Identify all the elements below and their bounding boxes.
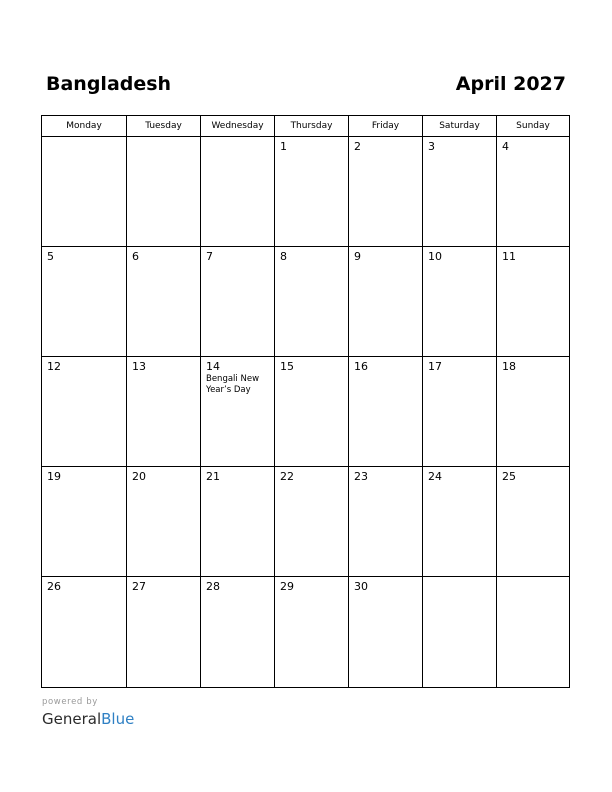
day-cell [201,577,275,687]
day-number: 30 [354,580,368,593]
weekday-header-sunday: Sunday [497,116,569,137]
generalblue-logo[interactable] [42,708,134,730]
day-cell [201,247,275,357]
day-number: 23 [354,470,368,483]
month-year-title: April 2027 [455,73,566,95]
brand-name-blue: Blue [101,710,135,728]
day-cell [275,577,349,687]
calendar-header [46,72,566,98]
day-number: 15 [280,360,294,373]
day-number: 9 [354,250,361,263]
day-cell [423,137,497,247]
day-cell [42,467,127,577]
day-number: 6 [132,250,139,263]
day-cell [42,137,127,247]
day-number: 25 [502,470,516,483]
day-cell [349,357,423,467]
day-number: 1 [280,140,287,153]
day-number: 5 [47,250,54,263]
day-number: 4 [502,140,509,153]
brand-name-general: General [42,710,102,728]
day-number: 12 [47,360,61,373]
day-cell [497,247,569,357]
day-number: 29 [280,580,294,593]
day-cell [275,247,349,357]
day-number: 28 [206,580,220,593]
day-number: 7 [206,250,213,263]
day-cell [275,357,349,467]
day-number: 3 [428,140,435,153]
weekday-header-saturday: Saturday [423,116,497,137]
weekday-header-tuesday: Tuesday [127,116,201,137]
day-cell [42,357,127,467]
country-title: Bangladesh [46,73,172,95]
day-cell [275,467,349,577]
day-number: 8 [280,250,287,263]
day-cell [423,247,497,357]
day-number: 2 [354,140,361,153]
day-number: 17 [428,360,442,373]
day-cell [127,357,201,467]
day-cell [497,137,569,247]
weekday-header-wednesday: Wednesday [201,116,275,137]
day-number: 16 [354,360,368,373]
weekday-header-monday: Monday [42,116,127,137]
day-number: 26 [47,580,61,593]
day-cell [423,577,497,687]
day-number: 21 [206,470,220,483]
day-cell [497,577,569,687]
day-cell [497,467,569,577]
day-cell [201,357,275,467]
day-cell [349,577,423,687]
day-cell [42,247,127,357]
day-cell [275,137,349,247]
day-cell [127,137,201,247]
day-number: 22 [280,470,294,483]
day-cell [423,467,497,577]
day-cell [127,577,201,687]
calendar-grid [41,115,570,688]
day-cell [349,247,423,357]
day-cell [349,467,423,577]
day-cell [127,467,201,577]
day-number: 19 [47,470,61,483]
day-number: 10 [428,250,442,263]
footer-branding [42,697,134,730]
day-cell [42,577,127,687]
day-cell [201,137,275,247]
day-cell [127,247,201,357]
day-number: 13 [132,360,146,373]
day-cell [497,357,569,467]
weekday-header-thursday: Thursday [275,116,349,137]
day-cell [349,137,423,247]
day-number: 14 [206,360,220,373]
holiday-label: Bengali New Year’s Day [206,374,260,395]
day-number: 27 [132,580,146,593]
day-number: 18 [502,360,516,373]
day-cell [201,467,275,577]
day-cell [423,357,497,467]
day-number: 20 [132,470,146,483]
powered-by-text: powered by [42,697,98,707]
weekday-header-friday: Friday [349,116,423,137]
day-number: 24 [428,470,442,483]
day-number: 11 [502,250,516,263]
